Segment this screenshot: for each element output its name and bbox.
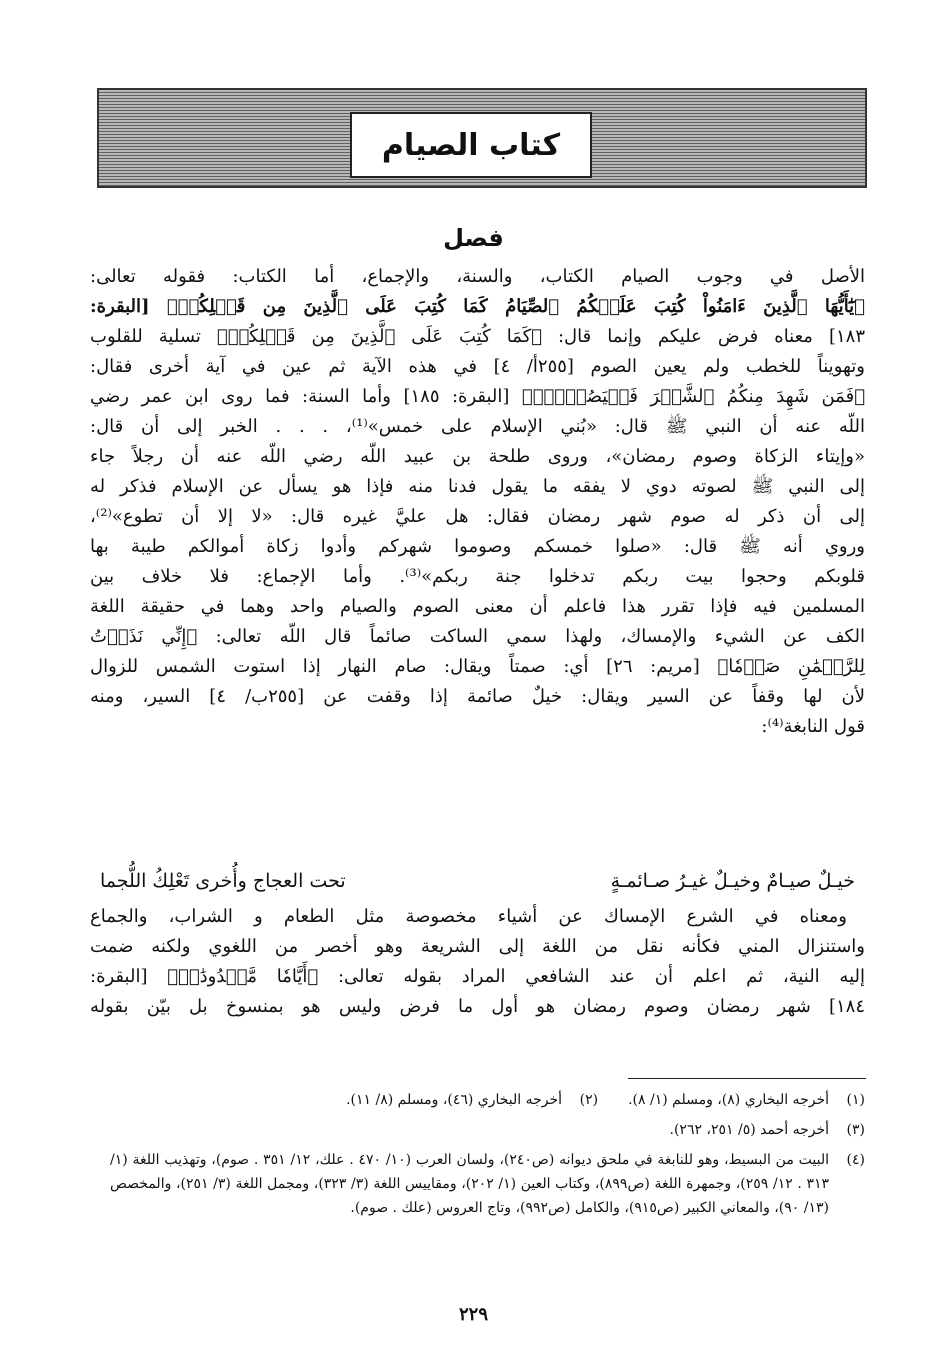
chapter-title-box (350, 112, 592, 178)
footnote-text: البيت من البسيط، وهو للنابغة في ملحق ديوانه (ص٢٤٠)، ولسان العرب (١٠/ ٤٧٠ . علك، ١٢/ ٣٥١ . صوم)، وتهذيب اللغة (١/ ٣١٣ . ١٢/ ٢٥٩)، وجمهرة اللغة (ص٨٩٩)، وكتاب العين (١/ ٢٠٢)، ومقاييس اللغة (٣/ ٣٢٣)، ومجمل اللغة (٣/ ٢٥١)، والمخصص (١٣/ ٩٠)، والمعاني الكبير (ص٩١٥)، والكامل (ص٩٩٢)، وتاج العروس (علك . صوم). (110, 1152, 830, 1216)
text-line: المسلمين فيه فإذا تقرر هذا فاعلم أن معنى الصوم والصيام واحد وهما في حقيقة اللغة (90, 596, 865, 617)
page-number: ٢٢٩ (458, 1304, 488, 1325)
chapter-title: كتاب الصيام (381, 127, 561, 163)
text-line: لأن لها وقفاً عن السير ويقال: خيلٌ صائمة إذا وقفت عن [٢٥٥ب/ ٤] السير، ومنه (90, 686, 865, 707)
poetry-verse (100, 866, 855, 896)
text-line: ﴿يَٰٓأَيُّهَا ٱلَّذِينَ ءَامَنُواْ كُتِبَ عَلَيۡكُمُ ٱلصِّيَامُ كَمَا كُتِبَ عَلَى ٱلَّذِينَ مِن قَبۡلِكُمۡ﴾ [البقرة: (90, 296, 865, 317)
main-text (90, 262, 865, 742)
text-line: واستنزال المني فكأنه نقل من اللغة إلى الشريعة وهو أخصر من اللغوي ولكنه ضمت (90, 936, 865, 957)
text-line: إلى النبي ﷺ لصوته دوي لا يفقه ما يقول فدنا منه فإذا هو يسأل عن الإسلام فذكر له (90, 476, 865, 497)
footnote-separator (628, 1078, 866, 1079)
text-line: الكف عن الشيء والإمساك، ولهذا سمي الساكت صائماً قال اللّه تعالى: ﴿إِنِّي نَذَرۡتُ (90, 626, 865, 647)
footnote-text: أخرجه البخاري (٨)، ومسلم (١/ ٨). (628, 1092, 829, 1108)
verse-second-hemistich: تحت العجاج وأُخرى تَعْلِكُ اللُّجما (100, 870, 346, 892)
main-text-continued (90, 902, 865, 1022)
footnote-row (110, 1088, 865, 1112)
text-line: ١٨٣] معناه فرض عليكم وإنما قال: ﴿كَمَا كُتِبَ عَلَى ٱلَّذِينَ مِن قَبۡلِكُمۡ﴾ تسلية للقلوب (90, 326, 865, 347)
footnotes (110, 1088, 865, 1226)
verse-first-hemistich: خيـلٌ صيـامٌ وخيـلٌ غيـرُ صـائمـةٍ (610, 870, 855, 892)
footnote-row (110, 1118, 865, 1142)
text-line: ١٨٤] شهر رمضان وصوم رمضان هو أول ما فرض وليس هو بمنسوخ بل بيّن بقوله (90, 996, 865, 1017)
text-line: ﴿فَمَن شَهِدَ مِنكُمُ ٱلشَّهۡرَ فَلۡيَصُمۡهُۖ﴾ [البقرة: ١٨٥] وأما السنة: فما روى ابن عمر رضي (90, 386, 865, 407)
footnote-text: أخرجه البخاري (٤٦)، ومسلم (٨/ ١١). (346, 1092, 563, 1108)
text-line: لِلرَّحۡمَٰنِ صَوۡمٗا﴾ [مريم: ٢٦] أي: صمتاً ويقال: صام النهار إذا استوت الشمس للزوال (90, 656, 866, 677)
text-line: الأصل في وجوب الصيام الكتاب، والسنة، والإجماع، أما الكتاب: فقوله تعالى: (90, 266, 865, 287)
footnote-number: (٤) (846, 1152, 865, 1168)
text-line: قول النابغة⁽⁴⁾: (761, 716, 865, 737)
text-line: إلى أن ذكر له صوم شهر رمضان فقال: هل عليَّ غيره قال: «لا إلا أن تطوع»⁽²⁾، (90, 506, 865, 527)
footnote-text: أخرجه أحمد (٥/ ٢٥١، ٢٦٢). (669, 1122, 829, 1138)
footnote-number: (١) (846, 1092, 865, 1108)
footnote-number: (٣) (846, 1122, 865, 1138)
footnote-row (110, 1148, 865, 1220)
text-line: إليه النية، ثم اعلم أن عند الشافعي المراد بقوله تعالى: ﴿أَيَّامٗا مَّعۡدُودَٰتٖ﴾ [البقرة: (90, 966, 865, 987)
text-line: وتهويناً للخطب ولم يعين الصوم [٢٥٥أ/ ٤] في هذه الآية ثم عين في آية أخرى فقال: (90, 356, 865, 377)
text-line: قلوبكم وحجوا بيت ربكم تدخلوا جنة ربكم»⁽³⁾. وأما الإجماع: فلا خلاف بين (90, 566, 865, 587)
footnote-number: (٢) (579, 1092, 599, 1108)
section-title: فصل (443, 224, 504, 252)
text-line: ومعناه في الشرع الإمساك عن أشياء مخصوصة مثل الطعام و الشراب، والجماع (90, 906, 847, 927)
text-line: اللّه عنه أن النبي ﷺ قال: «بُني الإسلام على خمس»⁽¹⁾، . . . الخبر إلى أن قال: (90, 416, 865, 437)
text-line: وروي أنه ﷺ قال: «صلوا خمسكم وصوموا شهركم وأدوا زكاة أموالكم طيبة بها (90, 536, 865, 557)
text-line: «وإيتاء الزكاة وصوم رمضان»، وروى طلحة بن عبيد اللّه رضي اللّه عنه أن رجلاً جاء (90, 446, 865, 467)
